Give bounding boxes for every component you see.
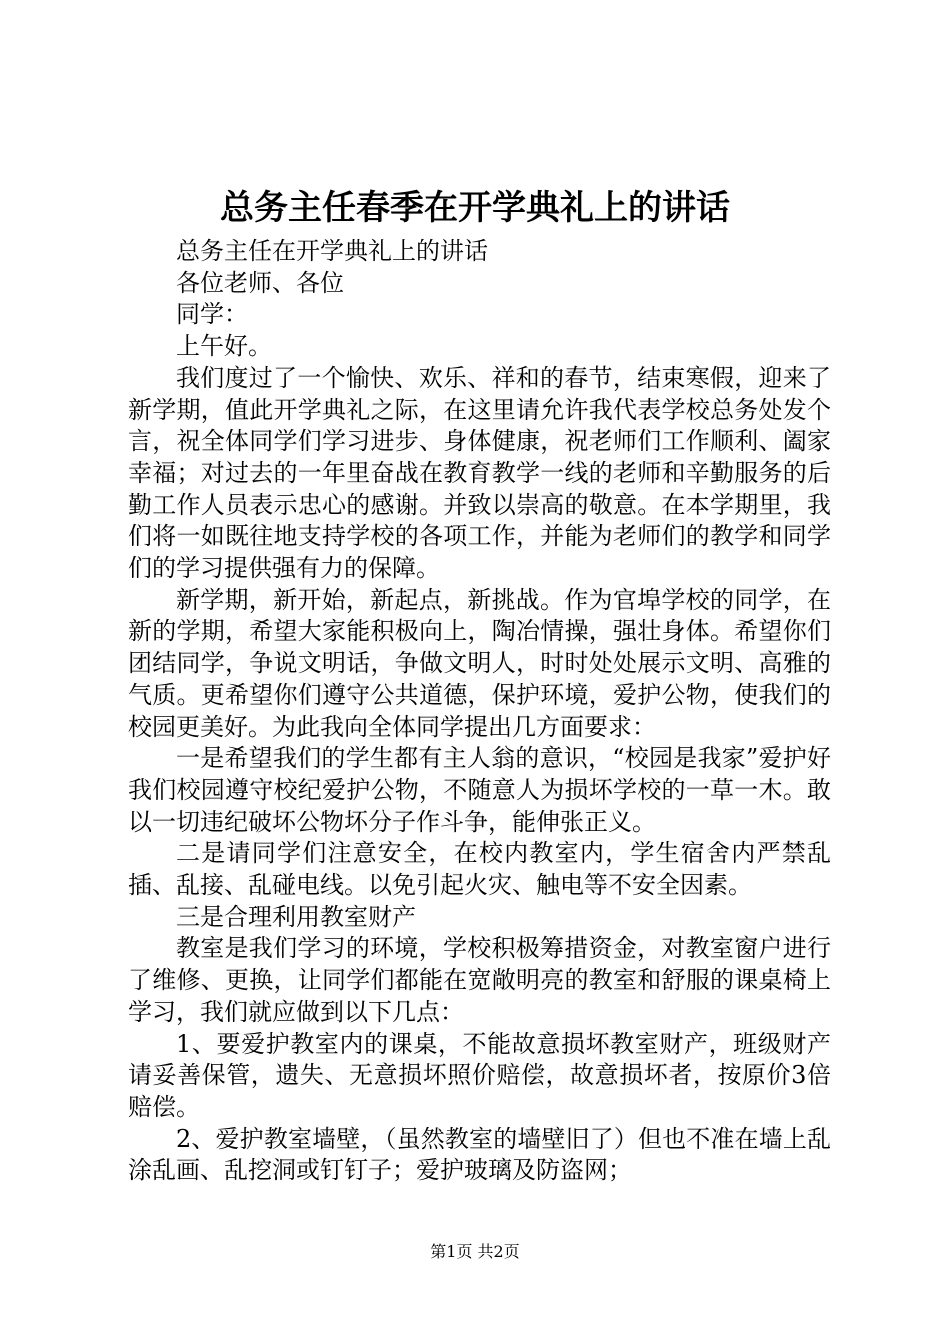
paragraph: 三是合理利用教室财产 [176, 902, 416, 931]
page-footer: 第1页 共2页 [430, 1242, 520, 1261]
paragraph: 上午好。 [176, 332, 272, 361]
paragraph: 一是希望我们的学生都有主人翁的意识，“校园是我家”爱护好我们校园遵守校纪爱护公物，不随意人为损坏学校的一草一木。敢以一切违纪破坏公物坏分子作斗争，能伸张正义。 [128, 744, 831, 836]
paragraph: 我们度过了一个愉快、欢乐、祥和的春节，结束寒假，迎来了新学期，值此开学典礼之际，在这里请允许我代表学校总务处发个言，祝全体同学们学习进步、身体健康，祝老师们工作顺利、阖家幸福；对过去的一年里奋战在教育教学一线的老师和辛勤服务的后勤工作人员表示忠心的感谢。并致以崇高的敬意。在本学期里，我们将一如既往地支持学校的各项工作，并能为老师们的教学和同学们的学习提供强有力的保障。 [128, 363, 831, 583]
paragraph: 新学期，新开始，新起点，新挑战。作为官埠学校的同学，在新的学期，希望大家能积极向上，陶冶情操，强壮身体。希望你们团结同学，争说文明话，争做文明人，时时处处展示文明、高雅的气质。更希望你们遵守公共道德，保护环境，爱护公物，使我们的校园更美好。为此我向全体同学提出几方面要求： [128, 585, 831, 741]
paragraph: 二是请同学们注意安全，在校内教室内，学生宿舍内严禁乱插、乱接、乱碰电线。以免引起火灾、触电等不安全因素。 [128, 839, 831, 900]
document-body [128, 236, 831, 1187]
paragraph: 同学： [176, 300, 248, 329]
paragraph: 教室是我们学习的环境，学校积极筹措资金，对教室窗户进行了维修、更换，让同学们都能在宽敞明亮的教室和舒服的课桌椅上学习，我们就应做到以下几点： [128, 934, 831, 1026]
paragraph: 各位老师、各位 [176, 268, 344, 297]
paragraph: 总务主任在开学典礼上的讲话 [176, 237, 488, 265]
paragraph: 2、爱护教室墙壁，（虽然教室的墙壁旧了）但也不准在墙上乱涂乱画、乱挖洞或钉钉子；爱护玻璃及防盗网； [128, 1124, 831, 1185]
paragraph: 1、要爱护教室内的课桌，不能故意损坏教室财产，班级财产请妥善保管，遗失、无意损坏照价赔偿，故意损坏者，按原价3倍赔偿。 [128, 1029, 831, 1121]
document-title: 总务主任春季在开学典礼上的讲话 [220, 188, 730, 228]
